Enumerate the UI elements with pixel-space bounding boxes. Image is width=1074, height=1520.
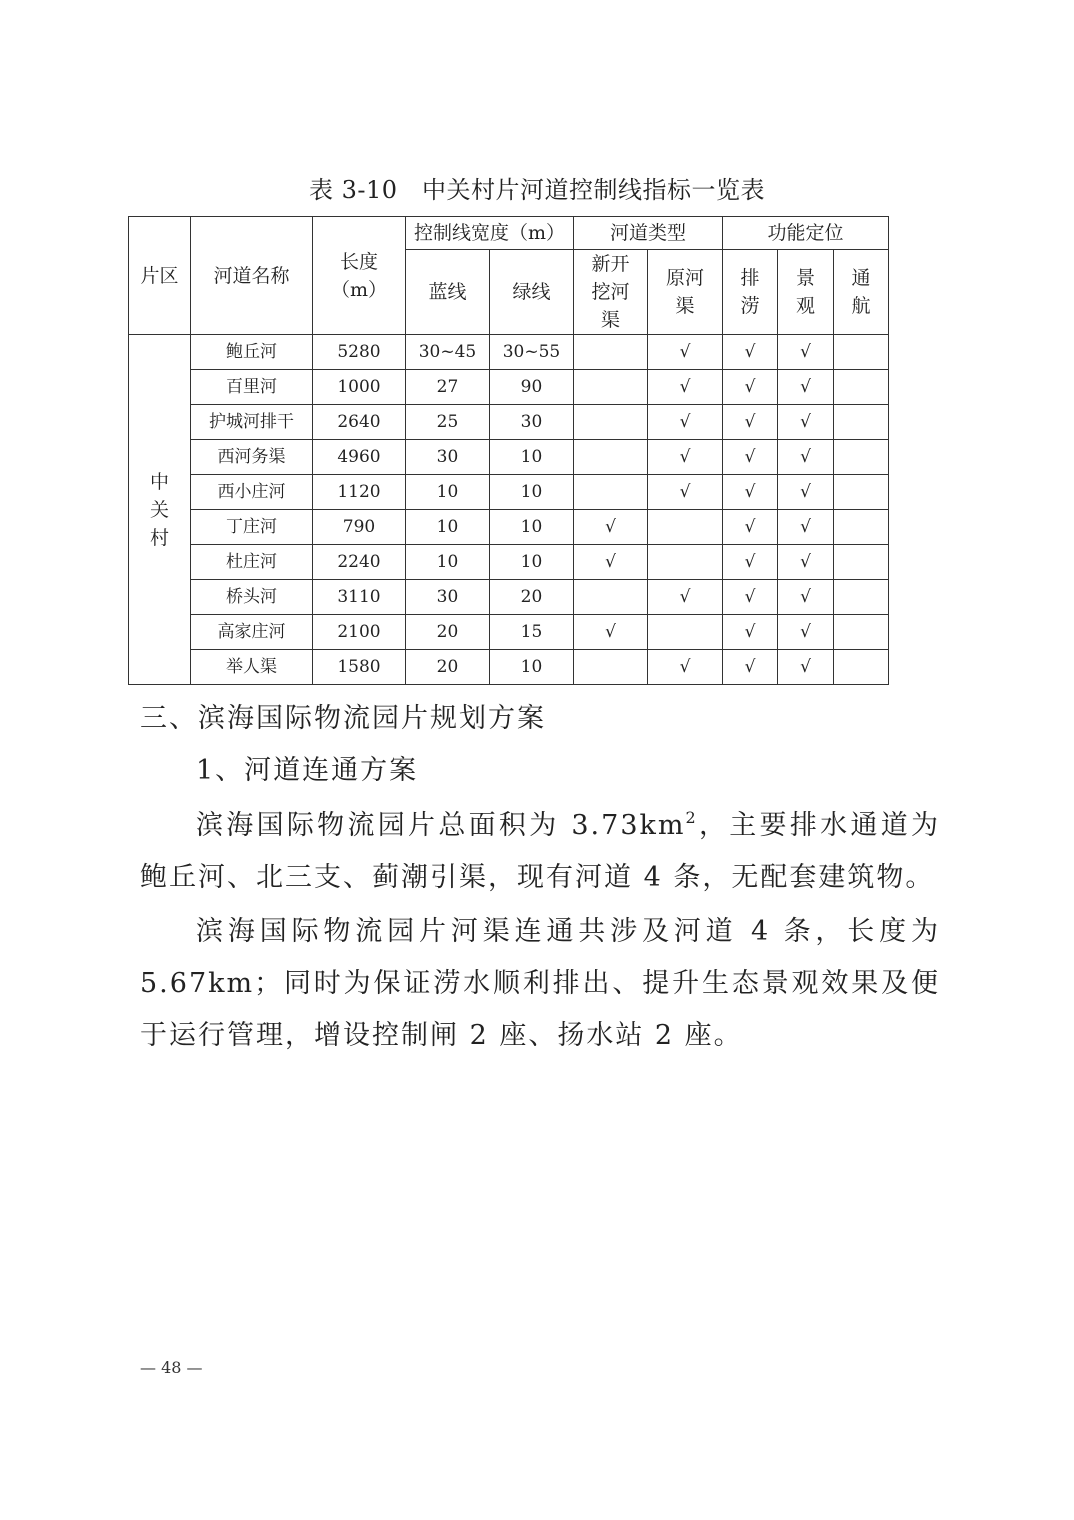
cell-original-channel [648,545,723,580]
cell-navigation [834,440,889,475]
cell-landscape: √ [778,405,834,440]
cell-navigation [834,650,889,685]
cell-original-channel: √ [648,335,723,370]
cell-landscape: √ [778,650,834,685]
cell-river-name: 举人渠 [191,650,313,685]
cell-length: 4960 [313,440,406,475]
header-landscape: 景观 [778,250,834,335]
cell-navigation [834,405,889,440]
cell-river-name: 杜庄河 [191,545,313,580]
header-length: 长度（m） [313,217,406,335]
cell-original-channel [648,615,723,650]
paragraph-connection: 滨海国际物流园片河渠连通共涉及河道 4 条，长度为 5.67km；同时为保证涝水顺利排出、提升生态景观效果及便于运行管理，增设控制闸 2 座、扬水站 2 座。 [140,916,940,1051]
cell-river-name: 鲍丘河 [191,335,313,370]
table-caption: 表 3-10 中关村片河道控制线指标一览表 [308,176,766,204]
cell-green-line: 10 [490,475,574,510]
cell-green-line: 15 [490,615,574,650]
cell-new-channel [574,440,648,475]
cell-new-channel [574,580,648,615]
cell-blue-line: 27 [406,370,490,405]
table-row [129,405,889,440]
table-row [129,615,889,650]
cell-navigation [834,615,889,650]
cell-drainage: √ [723,650,778,685]
cell-blue-line: 30 [406,580,490,615]
cell-new-channel [574,335,648,370]
cell-river-name: 护城河排干 [191,405,313,440]
cell-original-channel [648,510,723,545]
cell-green-line: 10 [490,650,574,685]
cell-new-channel [574,370,648,405]
cell-river-name: 西河务渠 [191,440,313,475]
cell-drainage: √ [723,545,778,580]
cell-drainage: √ [723,580,778,615]
cell-green-line: 30~55 [490,335,574,370]
cell-landscape: √ [778,545,834,580]
header-function-group: 功能定位 [723,217,889,250]
cell-original-channel: √ [648,580,723,615]
section-heading: 三、滨海国际物流园片规划方案 [140,703,546,734]
header-width-group: 控制线宽度（m） [406,217,574,250]
cell-length: 3110 [313,580,406,615]
cell-blue-line: 20 [406,650,490,685]
cell-length: 1580 [313,650,406,685]
area-name: 中关村 [149,470,169,549]
cell-blue-line: 10 [406,545,490,580]
cell-green-line: 10 [490,440,574,475]
cell-original-channel: √ [648,650,723,685]
subsection-heading: 1、河道连通方案 [196,755,419,786]
cell-length: 1000 [313,370,406,405]
header-original-channel: 原河渠 [648,250,723,335]
table-row [129,545,889,580]
table-row [129,475,889,510]
cell-landscape: √ [778,370,834,405]
cell-blue-line: 30 [406,440,490,475]
header-new-channel: 新开挖河渠 [574,250,648,335]
cell-blue-line: 10 [406,510,490,545]
header-navigation: 通航 [834,250,889,335]
cell-original-channel: √ [648,475,723,510]
river-control-line-table [128,216,889,685]
table-row [129,440,889,475]
table-row [129,510,889,545]
cell-length: 2240 [313,545,406,580]
cell-drainage: √ [723,615,778,650]
paragraph-area-text-rest: ，主要排水通道为鲍丘河、北三支、蓟潮引渠，现有河道 4 条，无配套建筑物。 [140,810,940,893]
cell-river-name: 桥头河 [191,580,313,615]
cell-original-channel: √ [648,405,723,440]
cell-green-line: 20 [490,580,574,615]
table-row [129,650,889,685]
cell-blue-line: 20 [406,615,490,650]
cell-length: 790 [313,510,406,545]
cell-river-name: 丁庄河 [191,510,313,545]
page-number: — 48 — [140,1358,203,1377]
cell-length: 5280 [313,335,406,370]
header-blue-line: 蓝线 [406,250,490,335]
cell-blue-line: 25 [406,405,490,440]
area-cell [129,335,191,685]
cell-landscape: √ [778,615,834,650]
cell-river-name: 高家庄河 [191,615,313,650]
cell-original-channel: √ [648,440,723,475]
cell-drainage: √ [723,405,778,440]
cell-blue-line: 30~45 [406,335,490,370]
cell-length: 2100 [313,615,406,650]
table-row [129,335,889,370]
cell-blue-line: 10 [406,475,490,510]
table-row [129,580,889,615]
header-green-line: 绿线 [490,250,574,335]
cell-drainage: √ [723,510,778,545]
cell-navigation [834,335,889,370]
cell-landscape: √ [778,440,834,475]
header-type-group: 河道类型 [574,217,723,250]
header-drainage: 排涝 [723,250,778,335]
cell-navigation [834,510,889,545]
table-body [129,335,889,685]
cell-new-channel: √ [574,510,648,545]
cell-drainage: √ [723,475,778,510]
cell-green-line: 10 [490,545,574,580]
cell-length: 2640 [313,405,406,440]
cell-landscape: √ [778,510,834,545]
cell-green-line: 30 [490,405,574,440]
header-river-name: 河道名称 [191,217,313,335]
paragraph-area [140,800,940,904]
header-area: 片区 [129,217,191,335]
cell-landscape: √ [778,475,834,510]
cell-length: 1120 [313,475,406,510]
cell-new-channel [574,650,648,685]
cell-river-name: 西小庄河 [191,475,313,510]
cell-landscape: √ [778,580,834,615]
cell-landscape: √ [778,335,834,370]
cell-drainage: √ [723,370,778,405]
cell-new-channel [574,405,648,440]
cell-navigation [834,580,889,615]
cell-original-channel: √ [648,370,723,405]
superscript: 2 [685,808,698,827]
cell-navigation [834,370,889,405]
cell-new-channel [574,475,648,510]
paragraph-area-text: 滨海国际物流园片总面积为 3.73km [196,810,686,841]
table-row [129,370,889,405]
cell-green-line: 90 [490,370,574,405]
cell-new-channel: √ [574,615,648,650]
cell-drainage: √ [723,440,778,475]
cell-navigation [834,475,889,510]
cell-river-name: 百里河 [191,370,313,405]
cell-drainage: √ [723,335,778,370]
cell-new-channel: √ [574,545,648,580]
cell-green-line: 10 [490,510,574,545]
cell-navigation [834,545,889,580]
